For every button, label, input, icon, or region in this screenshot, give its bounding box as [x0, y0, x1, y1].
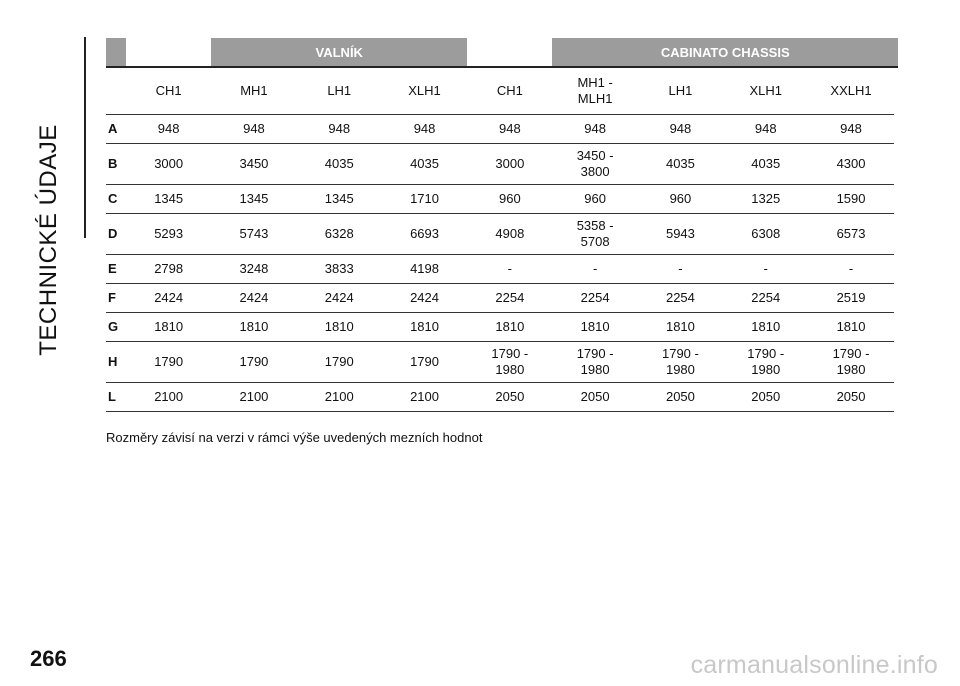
- group-header-row: [106, 38, 898, 67]
- table-cell: 2254: [723, 284, 808, 313]
- table-cell: 5743: [211, 214, 296, 255]
- table-cell: 1810: [126, 313, 211, 342]
- table-cell: -: [638, 255, 723, 284]
- table-row: [106, 144, 898, 185]
- table-row: [106, 115, 898, 144]
- table-cell: 948: [297, 115, 382, 144]
- page-number: 266: [30, 646, 67, 671]
- table-cell: -: [723, 255, 808, 284]
- table-cell: 4035: [297, 144, 382, 185]
- table-cell: 1810: [808, 313, 893, 342]
- table-cell: 2424: [297, 284, 382, 313]
- table-cell: 2100: [126, 383, 211, 412]
- row-label-blank: [106, 67, 126, 115]
- table-cell: 1790: [382, 342, 467, 383]
- table-cell: 948: [723, 115, 808, 144]
- table-cell: 3000: [126, 144, 211, 185]
- model-header: MH1 - MLH1: [552, 67, 637, 115]
- table-cell: 2050: [723, 383, 808, 412]
- table-cell: 2100: [382, 383, 467, 412]
- model-header: CH1: [467, 67, 552, 115]
- table-cell: 1810: [723, 313, 808, 342]
- table-cell: 6308: [723, 214, 808, 255]
- row-label: F: [106, 284, 126, 313]
- table-cell: 3000: [467, 144, 552, 185]
- table-cell: 4035: [638, 144, 723, 185]
- table-cell: 3833: [297, 255, 382, 284]
- table-cell: 1790 - 1980: [467, 342, 552, 383]
- table-cell: 948: [552, 115, 637, 144]
- table-header: [106, 38, 898, 67]
- header-gap: [467, 38, 552, 67]
- table-cell: 948: [467, 115, 552, 144]
- table-cell: 4908: [467, 214, 552, 255]
- table-cell: 5943: [638, 214, 723, 255]
- table-cell: 960: [638, 185, 723, 214]
- table-cell: 1345: [126, 185, 211, 214]
- row-label: H: [106, 342, 126, 383]
- table-cell: -: [552, 255, 637, 284]
- table-cell: 2050: [467, 383, 552, 412]
- header-gap: [126, 38, 211, 67]
- table-row: [106, 214, 898, 255]
- table-cell: 1325: [723, 185, 808, 214]
- table-cell: 2519: [808, 284, 893, 313]
- model-header: XXLH1: [808, 67, 893, 115]
- table-cell: 2424: [211, 284, 296, 313]
- table-row: [106, 255, 898, 284]
- table-cell: 2050: [808, 383, 893, 412]
- table-body: [106, 67, 898, 412]
- table-cell: 2050: [638, 383, 723, 412]
- table-cell: 1345: [211, 185, 296, 214]
- table-cell: 5293: [126, 214, 211, 255]
- model-header: LH1: [297, 67, 382, 115]
- section-rule: [84, 37, 86, 238]
- table-cell: 1590: [808, 185, 893, 214]
- table-cell: -: [808, 255, 893, 284]
- table-cell: 1790 - 1980: [723, 342, 808, 383]
- row-label: G: [106, 313, 126, 342]
- table-cell: 1790: [126, 342, 211, 383]
- table-cell: 1790: [297, 342, 382, 383]
- group-header-cabinato-chassis: CABINATO CHASSIS: [552, 38, 898, 67]
- table-cell: -: [467, 255, 552, 284]
- table-cell: 3248: [211, 255, 296, 284]
- table-cell: 3450 - 3800: [552, 144, 637, 185]
- table-cell: 2254: [552, 284, 637, 313]
- table-row: [106, 313, 898, 342]
- row-label: D: [106, 214, 126, 255]
- table-cell: 948: [211, 115, 296, 144]
- row-label: L: [106, 383, 126, 412]
- dimensions-table: [106, 38, 898, 412]
- table-cell: 2100: [211, 383, 296, 412]
- table-cell: 4300: [808, 144, 893, 185]
- row-label: E: [106, 255, 126, 284]
- table-cell: 1810: [552, 313, 637, 342]
- model-header-row: [106, 67, 898, 115]
- table-cell: 3450: [211, 144, 296, 185]
- table-cell: 2050: [552, 383, 637, 412]
- table-row: [106, 383, 898, 412]
- table-cell: 4035: [382, 144, 467, 185]
- watermark: carmanualsonline.info: [690, 651, 938, 679]
- model-header: MH1: [211, 67, 296, 115]
- table-cell: 948: [382, 115, 467, 144]
- table-cell: 960: [552, 185, 637, 214]
- row-label: A: [106, 115, 126, 144]
- table-row: [106, 284, 898, 313]
- table-cell: 1710: [382, 185, 467, 214]
- table-cell: 6693: [382, 214, 467, 255]
- table-cell: 5358 - 5708: [552, 214, 637, 255]
- header-band-left: [106, 38, 126, 67]
- table-cell: 4198: [382, 255, 467, 284]
- table-row: [106, 342, 898, 383]
- table-cell: 4035: [723, 144, 808, 185]
- table-cell: 2798: [126, 255, 211, 284]
- group-header-valnik: VALNÍK: [211, 38, 467, 67]
- table-cell: 1810: [297, 313, 382, 342]
- table-cell: 1810: [211, 313, 296, 342]
- table-cell: 1790 - 1980: [808, 342, 893, 383]
- model-header: LH1: [638, 67, 723, 115]
- model-header: CH1: [126, 67, 211, 115]
- table-row: [106, 185, 898, 214]
- table-cell: 1790 - 1980: [638, 342, 723, 383]
- footnote: Rozměry závisí na verzi v rámci výše uvedených mezních hodnot: [106, 430, 483, 445]
- table-cell: 2100: [297, 383, 382, 412]
- row-label: B: [106, 144, 126, 185]
- table-cell: 1345: [297, 185, 382, 214]
- section-title: TECHNICKÉ ÚDAJE: [35, 124, 62, 356]
- table-cell: 6328: [297, 214, 382, 255]
- table-cell: 2254: [467, 284, 552, 313]
- table-cell: 2424: [382, 284, 467, 313]
- table-cell: 960: [467, 185, 552, 214]
- table-cell: 1810: [382, 313, 467, 342]
- model-header: XLH1: [382, 67, 467, 115]
- model-header: XLH1: [723, 67, 808, 115]
- table-cell: 948: [638, 115, 723, 144]
- table-cell: 1790: [211, 342, 296, 383]
- table-cell: 1810: [467, 313, 552, 342]
- table-cell: 6573: [808, 214, 893, 255]
- table-cell: 948: [126, 115, 211, 144]
- table-cell: 1810: [638, 313, 723, 342]
- table-cell: 2424: [126, 284, 211, 313]
- row-label: C: [106, 185, 126, 214]
- table-cell: 948: [808, 115, 893, 144]
- table-cell: 1790 - 1980: [552, 342, 637, 383]
- table-cell: 2254: [638, 284, 723, 313]
